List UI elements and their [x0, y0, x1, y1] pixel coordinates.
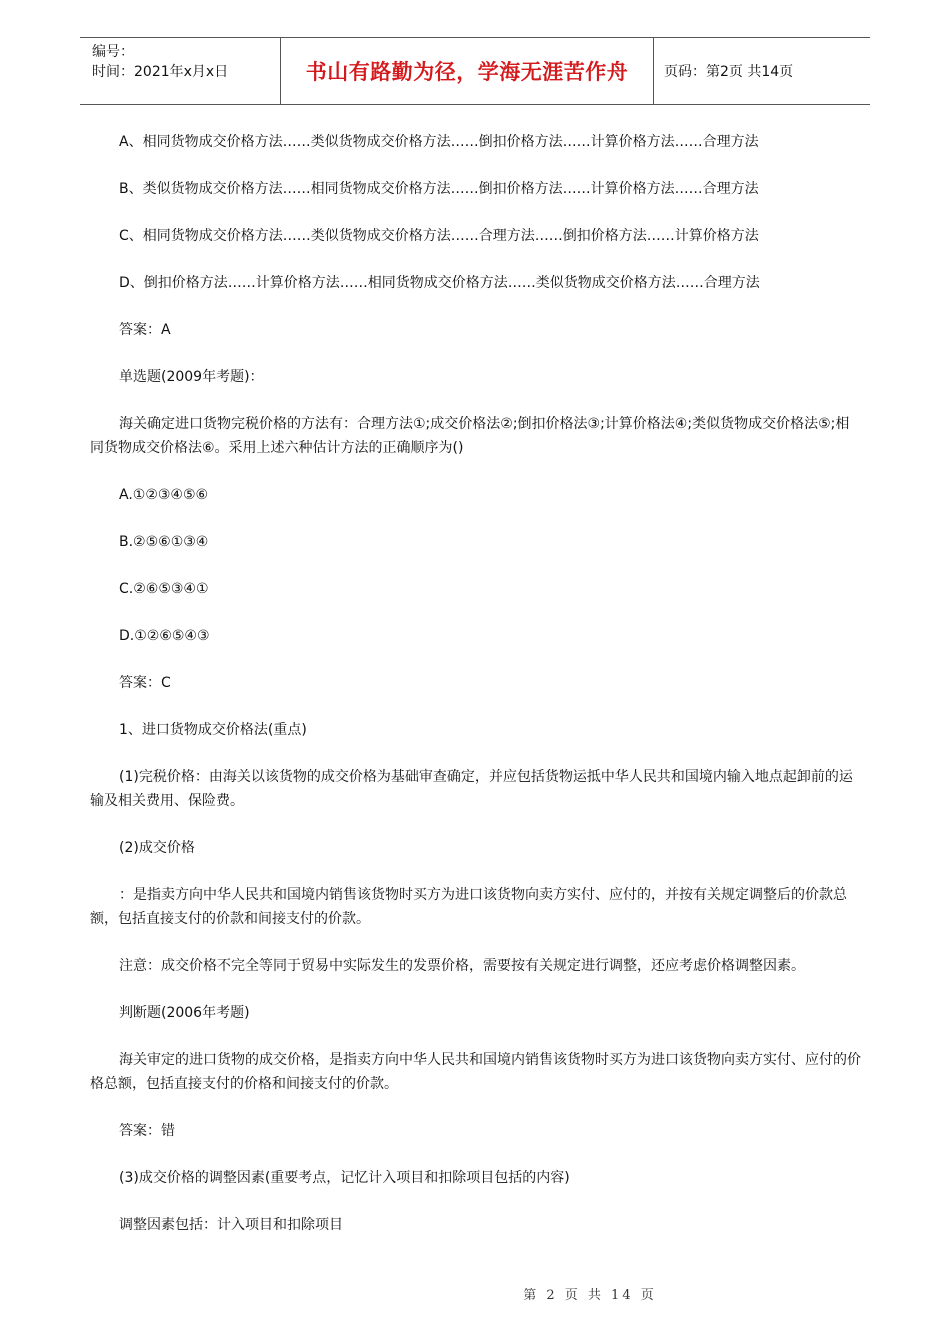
option-a-order: A、相同货物成交价格方法……类似货物成交价格方法……倒扣价格方法……计算价格方法……合理方法 [119, 134, 759, 150]
option-b-order: B、类似货物成交价格方法……相同货物成交价格方法……倒扣价格方法……计算价格方法……合理方法 [119, 181, 759, 197]
footer-page-number: 第 2 页 共 14 页 [523, 1288, 657, 1303]
motto-text: 书山有路勤为径，学海无涯苦作舟 [305, 60, 629, 84]
adjustment-factors-text: 调整因素包括：计入项目和扣除项目 [119, 1217, 343, 1233]
transaction-price-heading: (2)成交价格 [119, 840, 195, 856]
page-footer [0, 1284, 950, 1303]
section-heading-1: 1、进口货物成交价格法(重点) [119, 722, 307, 738]
question-2006-text: 海关审定的进口货物的成交价格，是指卖方向中华人民共和国境内销售该货物时买方为进口该货物向卖方实付、应付的价格总额，包括直接支付的价格和间接支付的价款。 [90, 1052, 861, 1092]
adjustment-factors-heading: (3)成交价格的调整因素(重要考点，记忆计入项目和扣除项目包括的内容) [119, 1170, 570, 1186]
question-type-2009: 单选题(2009年考题)： [119, 369, 264, 385]
page-label: 页码：第2页 共14页 [664, 64, 794, 80]
note-paragraph: 注意：成交价格不完全等同于贸易中实际发生的发票价格，需要按有关规定进行调整，还应考虑价格调整因素。 [119, 958, 805, 974]
date-label: 时间：2021年x月x日 [92, 64, 229, 80]
choice-d: D.①②⑥⑤④③ [119, 628, 210, 644]
option-d-order: D、倒扣价格方法……计算价格方法……相同货物成交价格方法……类似货物成交价格方法……合理方法 [119, 275, 760, 291]
choice-b: B.②⑤⑥①③④ [119, 534, 209, 550]
header-page-info [654, 38, 870, 104]
answer-2: 答案：C [119, 675, 171, 691]
answer-1: 答案：A [119, 322, 171, 338]
number-label: 编号： [92, 44, 134, 60]
choice-a: A.①②③④⑤⑥ [119, 487, 209, 503]
header-motto [281, 38, 654, 104]
dutiable-price-definition: (1)完税价格：由海关以该货物的成交价格为基础审查确定，并应包括货物运抵中华人民共和国境内输入地点起卸前的运输及相关费用、保险费。 [90, 769, 853, 809]
document-body [90, 130, 862, 1237]
transaction-price-definition: ：是指卖方向中华人民共和国境内销售该货物时买方为进口该货物向卖方实付、应付的，并按有关规定调整后的价款总额，包括直接支付的价款和间接支付的价款。 [90, 887, 847, 927]
header-meta [80, 38, 281, 104]
choice-c: C.②⑥⑤③④① [119, 581, 209, 597]
page-header [80, 37, 870, 105]
option-c-order: C、相同货物成交价格方法……类似货物成交价格方法……合理方法……倒扣价格方法……计算价格方法 [119, 228, 759, 244]
question-2009-text: 海关确定进口货物完税价格的方法有：合理方法①;成交价格法②;倒扣价格法③;计算价格法④;类似货物成交价格法⑤;相同货物成交价格法⑥。采用上述六种估计方法的正确顺序为() [90, 416, 850, 456]
answer-3: 答案：错 [119, 1123, 175, 1139]
question-type-2006: 判断题(2006年考题) [119, 1005, 250, 1021]
